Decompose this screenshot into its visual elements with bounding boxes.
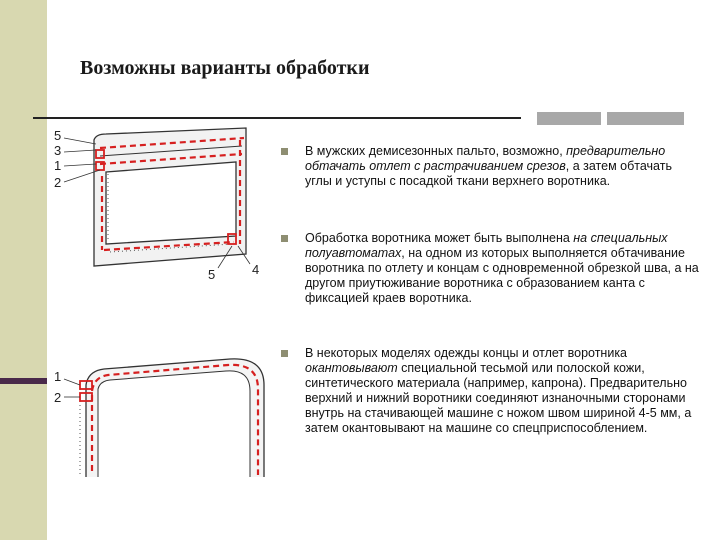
figure-label: 1 bbox=[54, 369, 62, 384]
collar-inner-area bbox=[106, 162, 236, 244]
figure-label: 2 bbox=[54, 175, 62, 190]
bullet-text: Обработка воротника может быть выполнена bbox=[305, 231, 574, 245]
header-decoration-box bbox=[537, 112, 601, 125]
bullet-item bbox=[281, 231, 701, 306]
bullet-text-emphasis: предварительно обтачать отлет с растрачиванием срезов bbox=[305, 144, 666, 173]
bullet-marker-icon bbox=[281, 148, 288, 155]
bullet-text: специальной тесьмой или полоской кожи, синтетического материала (например, капрона). Предварительно верхний и нижний воротники соединяют изнаночными сторонами внутрь на стачивающей машине с ножом швом шириной 4-5 мм, а затем окантовывают на машине со спецприспособлением. bbox=[305, 361, 692, 435]
header-decoration-box bbox=[607, 112, 684, 125]
bullet-text: , на одном из которых выполняется обтачивание воротника по отлету и концам с одновременной обрезкой шва, а на другом приутюживание воротника с образованием канта с фиксацией краев воротника. bbox=[305, 246, 699, 305]
sidebar-decoration bbox=[0, 0, 47, 540]
collar-figure-top bbox=[50, 126, 272, 288]
bullet-item bbox=[281, 346, 701, 436]
figure-label: 3 bbox=[54, 143, 62, 158]
figure-label: 4 bbox=[252, 262, 260, 277]
collar-figure-bottom bbox=[50, 345, 272, 477]
figure-label: 2 bbox=[54, 390, 62, 405]
figure-label: 5 bbox=[208, 267, 216, 282]
bullet-text-emphasis: на специальных полуавтоматах bbox=[305, 231, 668, 260]
figure-label: 5 bbox=[54, 128, 62, 143]
bullet-text: , а затем обтачать углы и уступы с посадкой ткани верхнего воротника. bbox=[305, 159, 672, 188]
bullet-text: В мужских демисезонных пальто, возможно, bbox=[305, 144, 567, 158]
bullet-item bbox=[281, 144, 701, 189]
bullet-text: В некоторых моделях одежды концы и отлет воротника bbox=[305, 346, 628, 360]
bullet-marker-icon bbox=[281, 235, 288, 242]
sidebar-accent-bar bbox=[0, 378, 47, 384]
collar-inner-area bbox=[98, 371, 250, 477]
bullet-text-emphasis: окантовывают bbox=[305, 361, 398, 375]
figure-label: 1 bbox=[54, 158, 62, 173]
bullet-marker-icon bbox=[281, 350, 288, 357]
title-divider bbox=[33, 117, 521, 119]
slide-title: Возможны варианты обработки bbox=[80, 57, 370, 79]
